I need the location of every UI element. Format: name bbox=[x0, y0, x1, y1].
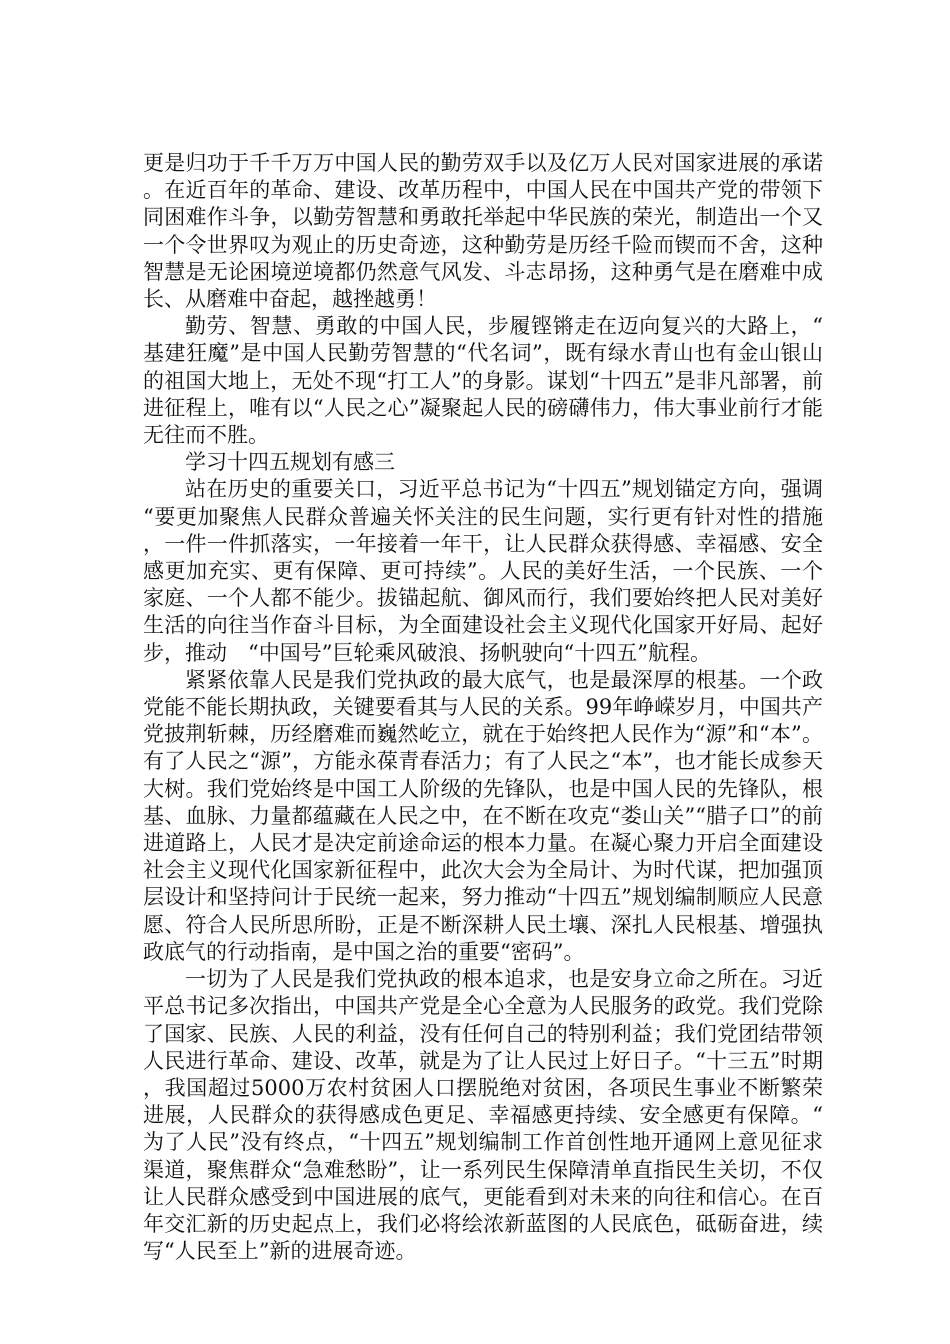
paragraph-rely-on-people: 紧紧依靠人民是我们党执政的最大底气，也是最深厚的根基。一个政党能不能长期执政，关键要看其与人民的关系。99年峥嵘岁月，中国共产党披荆斩棘，历经磨难而巍然屹立，就在于始终把人民作为“源”和“本”。有了人民之“源”，方能永葆青春活力；有了人民之“本”，也才能长成参天大树。我们党始终是中国工人阶级的先锋队，也是中国人民的先锋队，根基、血脉、力量都蕴藏在人民之中，在不断在攻克“娄山关”“腊子口”的前进道路上，人民才是决定前途命运的根本力量。在凝心聚力开启全面建设社会主义现代化国家新征程中，此次大会为全局计、为时代谋，把加强顶层设计和坚持问计于民统一起来，努力推动“十四五”规划编制顺应人民意愿、符合人民所思所盼，正是不断深耕人民土壤、深扎人民根基、增强执政底气的行动指南，是中国之治的重要“密码”。 bbox=[143, 667, 823, 964]
section-heading: 学习十四五规划有感三 bbox=[185, 450, 395, 475]
paragraph-historic-juncture: 站在历史的重要关口，习近平总书记为“十四五”规划锚定方向，强调“要更加聚焦人民群众普遍关怀关注的民生问题，实行更有针对性的措施，一件一件抓落实，一年接着一年干，让人民群众获得感、幸福感、安全感更加充实、更有保障、更可持续”。人民的美好生活，一个民族、一个家庭、一个人都不能少。拔锚起航、御风而行，我们要始终把人民对美好生活的向往当作奋斗目标，为全面建设社会主义现代化国家开好局、起好步，推动 “中国号”巨轮乘风破浪、扬帆驶向“十四五”航程。 bbox=[143, 477, 823, 665]
document-body bbox=[143, 150, 823, 1265]
paragraph-continued: 更是归功于千千万万中国人民的勤劳双手以及亿万人民对国家进展的承诺。在近百年的革命、建设、改革历程中，中国人民在中国共产党的带领下同困难作斗争，以勤劳智慧和勇敢托举起中华民族的荣光，制造出一个又一个令世界叹为观止的历史奇迹，这种勤劳是历经千险而锲而不舍，这种智慧是无论困境逆境都仍然意气风发、斗志昂扬，这种勇气是在磨难中成长、从磨难中奋起，越挫越勇！ bbox=[143, 151, 823, 312]
paragraph-for-the-people: 一切为了人民是我们党执政的根本追求，也是安身立命之所在。习近平总书记多次指出，中国共产党是全心全意为人民服务的政党。我们党除了国家、民族、人民的利益，没有任何自己的特别利益；我们党团结带领人民进行革命、建设、改革，就是为了让人民过上好日子。“十三五”时期，我国超过5000万农村贫困人口摆脱绝对贫困，各项民生事业不断繁荣进展，人民群众的获得感成色更足、幸福感更持续、安全感更有保障。“为了人民”没有终点，“十四五”规划编制工作首创性地开通网上意见征求渠道，聚焦群众“急难愁盼”，让一系列民生保障清单直指民生关切，不仅让人民群众感受到中国进展的底气，更能看到对未来的向往和信心。在百年交汇新的历史起点上，我们必将绘浓新蓝图的人民底色，砥砺奋进，续写“人民至上”新的进展奇迹。 bbox=[143, 967, 823, 1264]
paragraph-diligence: 勤劳、智慧、勇敢的中国人民，步履铿锵走在迈向复兴的大路上，“基建狂魔”是中国人民勤劳智慧的“代名词”，既有绿水青山也有金山银山的祖国大地上，无处不现“打工人”的身影。谋划“十四五”是非凡部署，前进征程上，唯有以“人民之心”凝聚起人民的磅礴伟力，伟大事业前行才能无往而不胜。 bbox=[143, 314, 823, 448]
